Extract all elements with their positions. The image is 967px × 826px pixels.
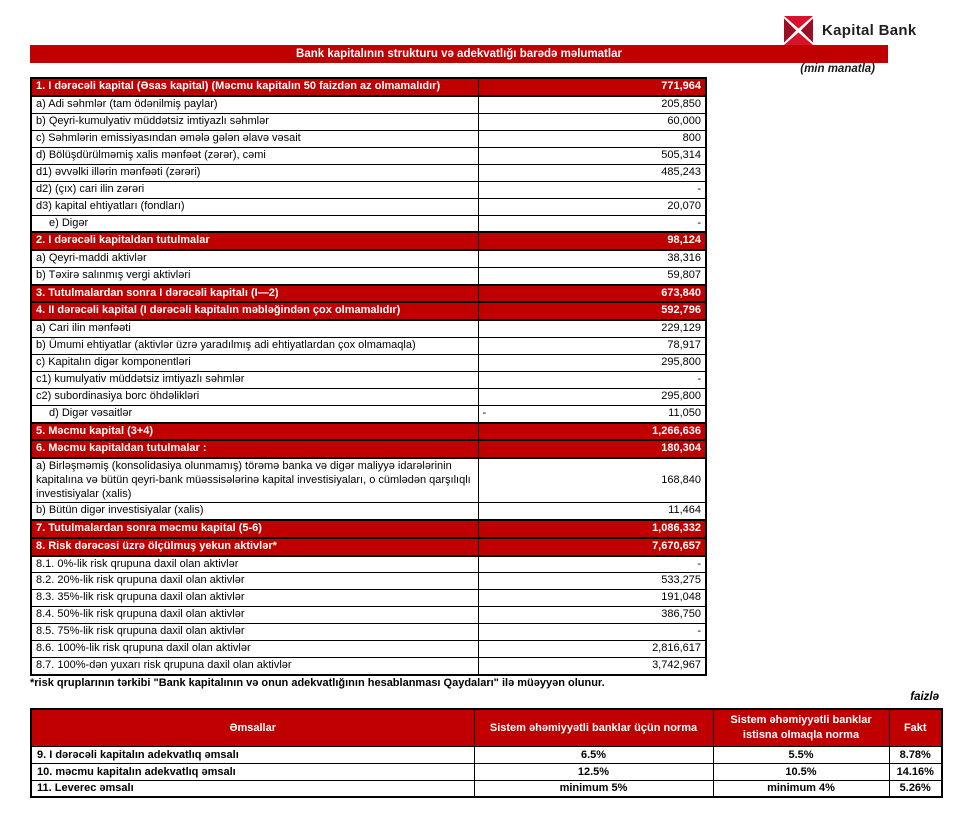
unit-note: (min manatla) bbox=[800, 63, 875, 75]
capital-table-body bbox=[31, 78, 706, 675]
adequacy-ratios-table bbox=[30, 708, 943, 798]
table-row bbox=[31, 113, 706, 130]
row-value: 673,840 bbox=[478, 285, 706, 303]
negative-sign: - bbox=[482, 406, 487, 419]
row-label: 8.6. 100%-lik risk qrupuna daxil olan aktivlər bbox=[31, 641, 478, 658]
row-value: 38,316 bbox=[478, 250, 706, 267]
ratio-norm-systemic: minimum 5% bbox=[474, 780, 713, 797]
row-label: 7. Tutulmalardan sonra məcmu kapital (5-6) bbox=[31, 520, 478, 538]
logo-wordmark: Kapital Bank bbox=[822, 22, 917, 39]
row-value: 191,048 bbox=[478, 590, 706, 607]
row-label: e) Digər bbox=[31, 215, 478, 232]
row-label: b) Qeyri-kumulyativ müddətsiz imtiyazlı səhmlər bbox=[31, 113, 478, 130]
table-row bbox=[31, 440, 706, 458]
ratio-fact: 8.78% bbox=[889, 746, 942, 763]
row-label: a) Adi səhmlər (tam ödənilmiş paylar) bbox=[31, 96, 478, 113]
ratio-label: 10. məcmu kapitalın adekvatlıq əmsalı bbox=[31, 763, 474, 780]
row-value: 7,670,657 bbox=[478, 538, 706, 556]
row-label: 5. Məcmu kapital (3+4) bbox=[31, 423, 478, 441]
report-title: Bank kapitalının strukturu və adekvatlığı barədə məlumatlar bbox=[296, 48, 622, 60]
table-row bbox=[31, 96, 706, 113]
row-label: 8.4. 50%-lik risk qrupuna daxil olan aktivlər bbox=[31, 607, 478, 624]
table-row bbox=[31, 198, 706, 215]
row-label: b) Ümumi ehtiyatlar (aktivlər üzrə yaradılmış adi ehtiyatlardan çox olmamaqla) bbox=[31, 337, 478, 354]
row-label: d) Bölüşdürülməmiş xalis mənfəət (zərər), cəmi bbox=[31, 147, 478, 164]
row-value: - bbox=[478, 556, 706, 573]
row-value: 59,807 bbox=[478, 267, 706, 284]
table-row bbox=[31, 371, 706, 388]
row-value: 60,000 bbox=[478, 113, 706, 130]
row-value: 800 bbox=[478, 130, 706, 147]
row-value: 2,816,617 bbox=[478, 641, 706, 658]
table-row bbox=[31, 302, 706, 320]
row-value: 3,742,967 bbox=[478, 658, 706, 675]
row-value: 168,840 bbox=[478, 458, 706, 503]
row-value: - bbox=[478, 215, 706, 232]
row-label: c2) subordinasiya borc öhdəlikləri bbox=[31, 388, 478, 405]
capital-structure-table bbox=[30, 77, 707, 676]
ratio-norm-systemic: 6.5% bbox=[474, 746, 713, 763]
row-value: - bbox=[478, 371, 706, 388]
kapital-bank-logo-icon bbox=[784, 16, 813, 45]
row-value: 1,086,332 bbox=[478, 520, 706, 538]
table-row bbox=[31, 215, 706, 232]
row-value: 771,964 bbox=[478, 78, 706, 96]
row-value: 205,850 bbox=[478, 96, 706, 113]
ratios-table-body bbox=[31, 746, 942, 797]
row-label: 8.5. 75%-lik risk qrupuna daxil olan aktivlər bbox=[31, 624, 478, 641]
table-row bbox=[31, 624, 706, 641]
report-title-bar bbox=[30, 45, 888, 63]
table-row bbox=[31, 232, 706, 250]
row-value: 98,124 bbox=[478, 232, 706, 250]
row-value: 229,129 bbox=[478, 320, 706, 337]
table-row bbox=[31, 590, 706, 607]
row-label: b) Bütün digər investisiyalar (xalis) bbox=[31, 503, 478, 520]
ratios-table-header bbox=[31, 709, 942, 746]
kapital-bank-logo bbox=[784, 16, 916, 45]
row-value: 295,800 bbox=[478, 354, 706, 371]
row-value: 386,750 bbox=[478, 607, 706, 624]
row-value: 78,917 bbox=[478, 337, 706, 354]
table-row bbox=[31, 164, 706, 181]
ratio-row bbox=[31, 780, 942, 797]
row-label: 8.2. 20%-lik risk qrupuna daxil olan aktivlər bbox=[31, 573, 478, 590]
table-row bbox=[31, 285, 706, 303]
table-row bbox=[31, 354, 706, 371]
table-row bbox=[31, 423, 706, 441]
risk-groups-footnote: *risk qruplarının tərkibi "Bank kapitalının və onun adekvatlığının hesablanması Qaydaları" ilə müəyyən olunur. bbox=[30, 677, 605, 689]
ratio-label: 11. Leverec əmsalı bbox=[31, 780, 474, 797]
table-row bbox=[31, 78, 706, 96]
row-value: 295,800 bbox=[478, 388, 706, 405]
row-label: 4. II dərəcəli kapital (I dərəcəli kapitalın məbləğindən çox olmamalıdır) bbox=[31, 302, 478, 320]
row-label: c) Kapitalın digər komponentləri bbox=[31, 354, 478, 371]
header-norm-non-systemic: Sistem əhəmiyyətli banklar istisna olmaqla norma bbox=[713, 709, 889, 746]
table-row bbox=[31, 573, 706, 590]
ratio-fact: 5.26% bbox=[889, 780, 942, 797]
table-row bbox=[31, 538, 706, 556]
ratio-label: 9. I dərəcəli kapitalın adekvatlıq əmsalı bbox=[31, 746, 474, 763]
table-row bbox=[31, 147, 706, 164]
row-label: d2) (çıx) cari ilin zərəri bbox=[31, 181, 478, 198]
ratio-row bbox=[31, 746, 942, 763]
row-label: a) Cari ilin mənfəəti bbox=[31, 320, 478, 337]
table-row bbox=[31, 320, 706, 337]
table-row bbox=[31, 267, 706, 284]
row-label: 2. I dərəcəli kapitaldan tutulmalar bbox=[31, 232, 478, 250]
row-value: 485,243 bbox=[478, 164, 706, 181]
header-amsallar: Əmsallar bbox=[31, 709, 474, 746]
ratio-norm-non-systemic: 10.5% bbox=[713, 763, 889, 780]
row-value: 11,464 bbox=[478, 503, 706, 520]
row-label: 8. Risk dərəcəsi üzrə ölçülmuş yekun aktivlər* bbox=[31, 538, 478, 556]
table-row bbox=[31, 556, 706, 573]
table-row bbox=[31, 503, 706, 520]
row-label: 8.7. 100%-dən yuxarı risk qrupuna daxil olan aktivlər bbox=[31, 658, 478, 675]
header-fakt: Fakt bbox=[889, 709, 942, 746]
table-row bbox=[31, 658, 706, 675]
percent-note: faizlə bbox=[910, 691, 939, 703]
row-value: 592,796 bbox=[478, 302, 706, 320]
ratio-fact: 14.16% bbox=[889, 763, 942, 780]
row-value: 533,275 bbox=[478, 573, 706, 590]
table-row bbox=[31, 641, 706, 658]
ratio-row bbox=[31, 763, 942, 780]
table-row bbox=[31, 607, 706, 624]
row-label: 6. Məcmu kapitaldan tutulmalar : bbox=[31, 440, 478, 458]
table-row bbox=[31, 388, 706, 405]
table-row bbox=[31, 405, 706, 422]
row-value: 20,070 bbox=[478, 198, 706, 215]
row-value: 505,314 bbox=[478, 147, 706, 164]
row-value bbox=[478, 405, 706, 422]
ratio-norm-non-systemic: minimum 4% bbox=[713, 780, 889, 797]
ratio-norm-systemic: 12.5% bbox=[474, 763, 713, 780]
row-value-number: 11,050 bbox=[668, 406, 701, 419]
row-value: 1,266,636 bbox=[478, 423, 706, 441]
table-row bbox=[31, 130, 706, 147]
row-label: a) Birləşməmiş (konsolidasiya olunmamış) törəmə banka və digər maliyyə idarələrinin kapitalına və bütün qeyri-bank müəssisələrinə kapital investisiyaları, o cümlədən qarşılıqlı investisiyalar (xalis) bbox=[31, 458, 478, 503]
row-label: d) Digər vəsaitlər bbox=[31, 405, 478, 422]
row-label: 3. Tutulmalardan sonra I dərəcəli kapitalı (I—2) bbox=[31, 285, 478, 303]
row-label: c) Səhmlərin emissiyasından əmələ gələn əlavə vəsait bbox=[31, 130, 478, 147]
row-label: 1. I dərəcəli kapital (Əsas kapital) (Məcmu kapitalın 50 faizdən az olmamalıdır) bbox=[31, 78, 478, 96]
table-row bbox=[31, 181, 706, 198]
row-label: b) Təxirə salınmış vergi aktivləri bbox=[31, 267, 478, 284]
table-row bbox=[31, 458, 706, 503]
table-row bbox=[31, 250, 706, 267]
table-row bbox=[31, 337, 706, 354]
row-label: d3) kapital ehtiyatları (fondları) bbox=[31, 198, 478, 215]
row-label: a) Qeyri-maddi aktivlər bbox=[31, 250, 478, 267]
row-label: d1) əvvəlki illərin mənfəəti (zərəri) bbox=[31, 164, 478, 181]
row-label: 8.3. 35%-lik risk qrupuna daxil olan aktivlər bbox=[31, 590, 478, 607]
row-value: - bbox=[478, 181, 706, 198]
header-norm-systemic: Sistem əhəmiyyətli banklar üçün norma bbox=[474, 709, 713, 746]
table-row bbox=[31, 520, 706, 538]
row-value: 180,304 bbox=[478, 440, 706, 458]
row-label: c1) kumulyativ müddətsiz imtiyazlı səhmlər bbox=[31, 371, 478, 388]
row-value: - bbox=[478, 624, 706, 641]
row-label: 8.1. 0%-lik risk qrupuna daxil olan aktivlər bbox=[31, 556, 478, 573]
ratio-norm-non-systemic: 5.5% bbox=[713, 746, 889, 763]
